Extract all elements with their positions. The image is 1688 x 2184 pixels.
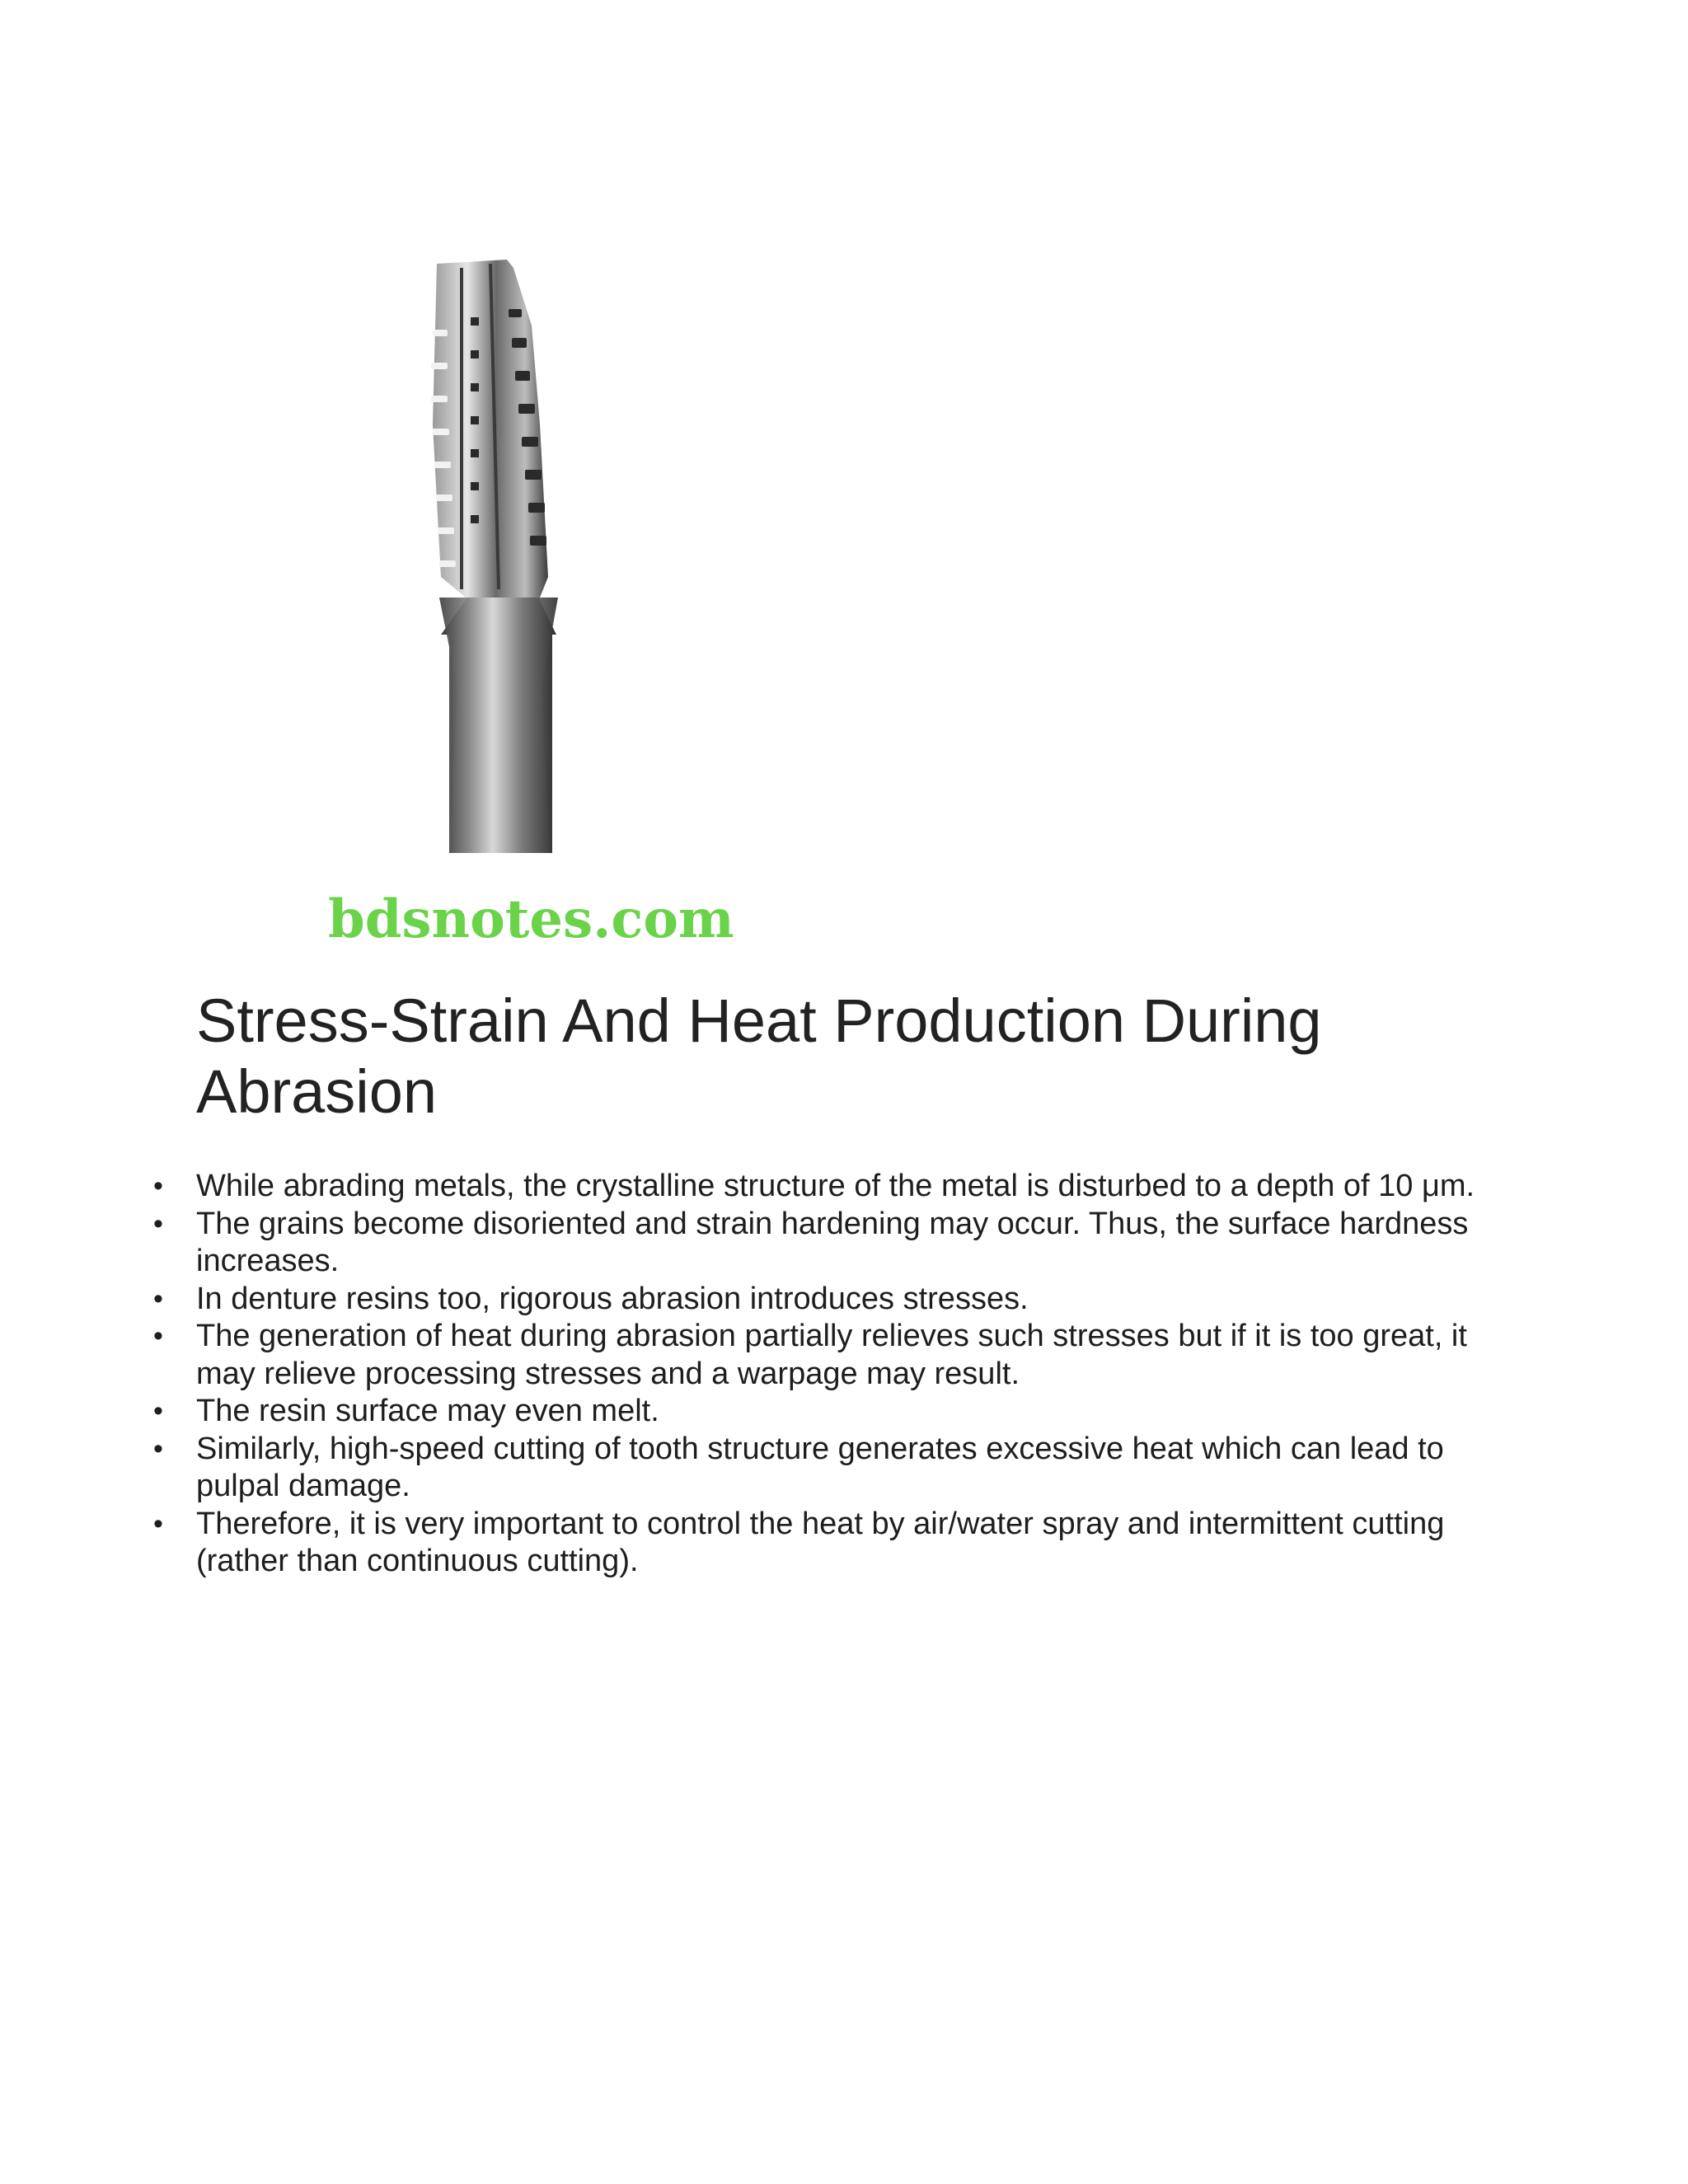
list-item — [147, 1206, 1498, 1281]
list-item-text: The generation of heat during abrasion partially relieves such stresses but if it is too great, it may relieve processing stresses and a warpage may result. — [196, 1319, 1467, 1391]
bullet-icon: • — [153, 1282, 163, 1315]
bullet-icon: • — [153, 1395, 163, 1427]
bullet-icon: • — [153, 1320, 163, 1352]
list-item-text: In denture resins too, rigorous abrasion introduces stresses. — [196, 1281, 1029, 1316]
page-title: Stress-Strain And Heat Production During Abrasion — [196, 987, 1322, 1126]
list-item-text: Therefore, it is very important to control the heat by air/water spray and intermittent cutting (rather than continuous cutting). — [196, 1506, 1445, 1578]
list-item-text: Similarly, high-speed cutting of tooth structure generates excessive heat which can lead to pulpal damage. — [196, 1431, 1444, 1503]
watermark-text: bdsnotes.com — [328, 888, 734, 950]
list-item — [147, 1281, 1498, 1319]
list-item — [147, 1506, 1498, 1581]
bullet-list — [147, 1168, 1498, 1581]
list-item — [147, 1431, 1498, 1506]
list-item-text: The resin surface may even melt. — [196, 1394, 659, 1428]
dental-bur-image — [416, 260, 581, 853]
bullet-icon: • — [153, 1170, 163, 1202]
list-item-text: While abrading metals, the crystalline structure of the metal is disturbed to a depth of 10 μm. — [196, 1169, 1475, 1203]
bullet-icon: • — [153, 1207, 163, 1240]
bullet-icon: • — [153, 1432, 163, 1465]
list-item — [147, 1168, 1498, 1206]
list-item — [147, 1318, 1498, 1393]
bullet-icon: • — [153, 1507, 163, 1540]
list-item-text: The grains become disoriented and strain hardening may occur. Thus, the surface hardness increases. — [196, 1206, 1469, 1278]
list-item — [147, 1393, 1498, 1431]
